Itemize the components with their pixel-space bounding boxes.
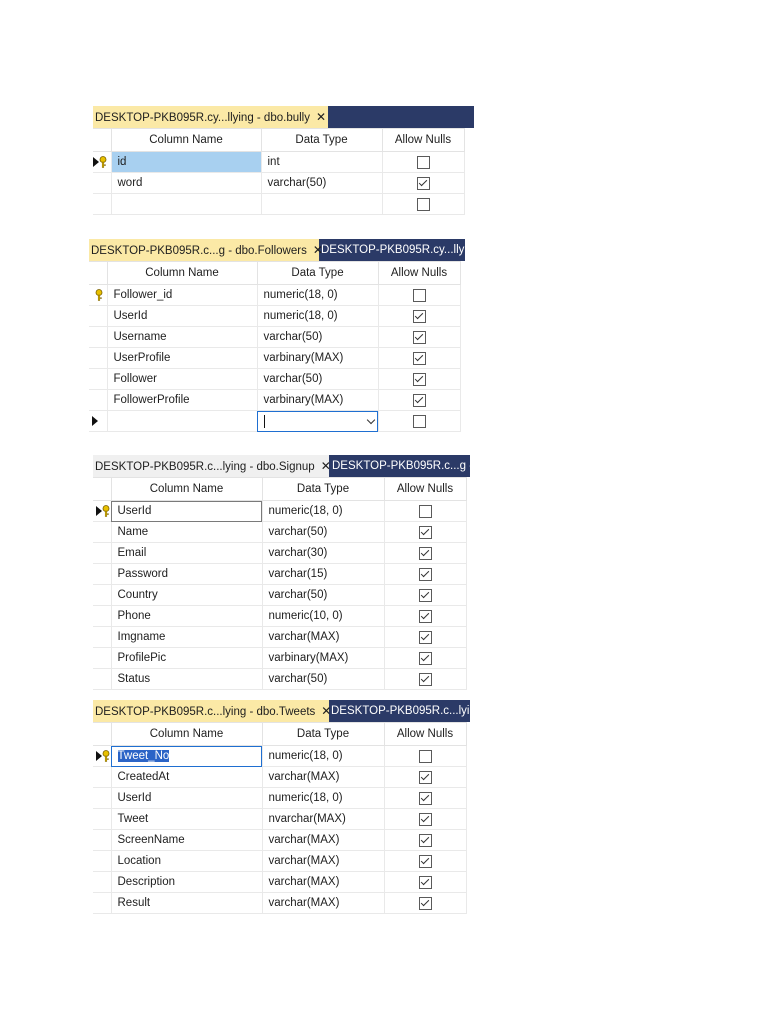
allow-nulls-checkbox[interactable]	[419, 589, 432, 602]
column-name-header: Column Name	[111, 129, 261, 152]
column-name-cell[interactable]: Name	[111, 522, 262, 543]
allow-nulls-cell	[382, 194, 464, 215]
data-type-cell[interactable]	[261, 194, 382, 215]
selected-text: Tweet_No	[117, 750, 170, 762]
table-row[interactable]	[93, 746, 466, 767]
column-name-cell[interactable]: Tweet	[111, 809, 262, 830]
column-name-cell[interactable]: word	[111, 173, 261, 194]
row-selector[interactable]	[93, 809, 111, 830]
row-selector-header	[93, 478, 111, 501]
data-type-cell[interactable]: varbinary(MAX)	[257, 390, 378, 411]
close-icon[interactable]: ✕	[312, 243, 323, 257]
allow-nulls-checkbox[interactable]	[419, 876, 432, 889]
column-name-cell[interactable]: ProfilePic	[111, 648, 262, 669]
row-selector[interactable]	[89, 285, 107, 306]
document-tab-bar	[93, 106, 474, 128]
row-selector[interactable]	[89, 411, 107, 432]
column-name-cell[interactable]: Username	[107, 327, 257, 348]
row-selector[interactable]	[93, 152, 111, 173]
data-type-cell[interactable]: varchar(MAX)	[262, 627, 384, 648]
table-designer-bully	[93, 106, 474, 215]
table-designer-followers	[89, 239, 480, 432]
table-row[interactable]	[93, 585, 466, 606]
table-row[interactable]	[93, 851, 466, 872]
table-row[interactable]	[93, 194, 464, 215]
table-row[interactable]	[89, 285, 460, 306]
tab-dbo-tweets[interactable]	[93, 700, 332, 722]
column-name-cell[interactable]: Description	[111, 872, 262, 893]
table-row[interactable]	[93, 627, 466, 648]
allow-nulls-cell	[378, 348, 460, 369]
allow-nulls-checkbox[interactable]	[413, 373, 426, 386]
allow-nulls-cell	[384, 893, 466, 914]
column-name-cell[interactable]: Status	[111, 669, 262, 690]
table-row[interactable]	[93, 543, 466, 564]
data-type-cell[interactable]: varbinary(MAX)	[257, 348, 378, 369]
table-row[interactable]	[93, 606, 466, 627]
column-name-cell[interactable]: id	[111, 152, 261, 173]
row-selector-header	[89, 262, 107, 285]
allow-nulls-checkbox[interactable]	[413, 415, 426, 428]
data-type-cell[interactable]: varchar(50)	[257, 369, 378, 390]
data-type-cell[interactable]: numeric(18, 0)	[257, 285, 378, 306]
row-selector[interactable]	[93, 648, 111, 669]
allow-nulls-checkbox[interactable]	[417, 156, 430, 169]
table-row[interactable]	[93, 872, 466, 893]
tab-label: DESKTOP-PKB095R.c...lying - dbo.Tweets	[95, 706, 316, 718]
table-row[interactable]	[89, 306, 460, 327]
column-name-cell[interactable]: Phone	[111, 606, 262, 627]
tab-dbo-bully-inactive[interactable]	[319, 239, 480, 261]
column-name-cell[interactable]	[107, 411, 257, 432]
allow-nulls-cell	[378, 411, 460, 432]
row-selector-header	[93, 129, 111, 152]
primary-key-icon	[98, 156, 108, 168]
table-row[interactable]	[93, 767, 466, 788]
column-name-cell[interactable]: UserId	[107, 306, 257, 327]
table-row[interactable]	[89, 348, 460, 369]
allow-nulls-cell	[384, 830, 466, 851]
column-name-cell[interactable]: UserId	[111, 501, 262, 522]
row-selector[interactable]	[93, 872, 111, 893]
allow-nulls-checkbox[interactable]	[413, 331, 426, 344]
allow-nulls-checkbox[interactable]	[419, 631, 432, 644]
tab-label: DESKTOP-PKB095R.cy...llying - dbo.bully	[95, 112, 310, 124]
column-grid	[93, 722, 467, 914]
data-type-cell[interactable]: varchar(50)	[261, 173, 382, 194]
allow-nulls-checkbox[interactable]	[419, 547, 432, 560]
table-row[interactable]	[93, 522, 466, 543]
row-selector[interactable]	[93, 851, 111, 872]
allow-nulls-header: Allow Nulls	[384, 723, 466, 746]
row-selector[interactable]	[93, 767, 111, 788]
table-row[interactable]	[93, 893, 466, 914]
allow-nulls-checkbox[interactable]	[419, 792, 432, 805]
data-type-cell[interactable]: numeric(10, 0)	[262, 606, 384, 627]
allow-nulls-cell	[382, 173, 464, 194]
allow-nulls-checkbox[interactable]	[419, 834, 432, 847]
column-name-cell[interactable]: FollowerProfile	[107, 390, 257, 411]
table-designer-signup	[93, 455, 483, 690]
allow-nulls-checkbox[interactable]	[419, 526, 432, 539]
allow-nulls-checkbox[interactable]	[417, 177, 430, 190]
tab-label: DESKTOP-PKB095R.c...g - dbo.Followers	[91, 245, 307, 257]
tab-dbo-signup-inactive[interactable]	[329, 700, 483, 722]
data-type-cell[interactable]: varchar(MAX)	[262, 851, 384, 872]
data-type-cell[interactable]: varchar(50)	[262, 522, 384, 543]
data-type-cell[interactable]: varchar(MAX)	[262, 830, 384, 851]
allow-nulls-checkbox[interactable]	[413, 394, 426, 407]
primary-key-icon	[101, 505, 111, 517]
allow-nulls-checkbox[interactable]	[419, 610, 432, 623]
allow-nulls-cell	[384, 788, 466, 809]
row-selector[interactable]	[89, 369, 107, 390]
document-tab-bar	[93, 455, 483, 477]
grid-header-row	[93, 478, 466, 501]
allow-nulls-cell	[382, 152, 464, 173]
allow-nulls-cell	[384, 767, 466, 788]
table-row[interactable]	[93, 788, 466, 809]
row-selector[interactable]	[93, 194, 111, 215]
row-selector[interactable]	[93, 522, 111, 543]
column-name-cell[interactable]: Password	[111, 564, 262, 585]
row-selector[interactable]	[89, 306, 107, 327]
column-name-header: Column Name	[111, 723, 262, 746]
data-type-cell[interactable]: int	[261, 152, 382, 173]
data-type-cell[interactable]: numeric(18, 0)	[257, 306, 378, 327]
allow-nulls-cell	[378, 285, 460, 306]
table-row[interactable]	[93, 669, 466, 690]
column-name-cell[interactable]: UserProfile	[107, 348, 257, 369]
row-selector[interactable]	[93, 501, 111, 522]
column-grid	[93, 477, 467, 690]
data-type-cell[interactable]: numeric(18, 0)	[262, 501, 384, 522]
row-selector[interactable]	[93, 627, 111, 648]
data-type-cell[interactable]: varchar(50)	[257, 327, 378, 348]
primary-key-icon	[94, 289, 104, 301]
allow-nulls-checkbox[interactable]	[419, 652, 432, 665]
close-icon[interactable]: ✕	[320, 459, 331, 473]
allow-nulls-checkbox[interactable]	[417, 198, 430, 211]
tab-label: DESKTOP-PKB095R.c...lying - dbo.Signup	[95, 461, 315, 473]
close-icon[interactable]: ✕	[315, 110, 327, 124]
column-name-cell[interactable]: Email	[111, 543, 262, 564]
allow-nulls-cell	[378, 369, 460, 390]
data-type-cell[interactable]: varchar(MAX)	[262, 893, 384, 914]
column-name-cell[interactable]: Imgname	[111, 627, 262, 648]
allow-nulls-cell	[384, 648, 466, 669]
tab-label: DESKTOP-PKB095R.c...g - d	[332, 460, 483, 472]
column-name-cell[interactable]: Location	[111, 851, 262, 872]
data-type-header: Data Type	[261, 129, 382, 152]
data-type-cell[interactable]: nvarchar(MAX)	[262, 809, 384, 830]
column-grid	[89, 261, 461, 432]
allow-nulls-cell	[378, 390, 460, 411]
allow-nulls-cell	[378, 306, 460, 327]
column-grid	[93, 128, 465, 215]
allow-nulls-checkbox[interactable]	[419, 750, 432, 763]
table-row[interactable]	[93, 648, 466, 669]
column-name-cell[interactable]: ScreenName	[111, 830, 262, 851]
column-name-cell[interactable]: Result	[111, 893, 262, 914]
allow-nulls-checkbox[interactable]	[413, 310, 426, 323]
allow-nulls-checkbox[interactable]	[419, 771, 432, 784]
data-type-header: Data Type	[262, 723, 384, 746]
table-row[interactable]	[89, 390, 460, 411]
allow-nulls-cell	[384, 606, 466, 627]
table-row[interactable]	[93, 809, 466, 830]
grid-header-row	[93, 129, 464, 152]
table-designer-tweets	[93, 700, 483, 914]
table-row[interactable]	[89, 369, 460, 390]
allow-nulls-cell	[384, 669, 466, 690]
allow-nulls-cell	[384, 872, 466, 893]
chevron-down-icon[interactable]	[366, 416, 374, 424]
column-name-cell[interactable]	[111, 194, 261, 215]
allow-nulls-cell	[384, 851, 466, 872]
document-tab-bar	[93, 700, 483, 722]
data-type-cell[interactable]: varchar(30)	[262, 543, 384, 564]
text-caret	[264, 415, 265, 428]
column-name-cell[interactable]: Follower_id	[107, 285, 257, 306]
data-type-dropdown[interactable]	[257, 411, 378, 432]
tab-dbo-followers-inactive[interactable]	[330, 455, 483, 477]
column-name-cell[interactable]: Follower	[107, 369, 257, 390]
data-type-cell[interactable]: numeric(18, 0)	[262, 746, 384, 767]
data-type-cell[interactable]: varchar(50)	[262, 669, 384, 690]
row-selector-header	[93, 723, 111, 746]
table-row[interactable]	[93, 830, 466, 851]
data-type-cell[interactable]: varchar(50)	[262, 585, 384, 606]
allow-nulls-checkbox[interactable]	[419, 813, 432, 826]
allow-nulls-cell	[378, 327, 460, 348]
allow-nulls-cell	[384, 627, 466, 648]
allow-nulls-checkbox[interactable]	[419, 568, 432, 581]
grid-header-row	[89, 262, 460, 285]
document-tab-bar	[89, 239, 480, 261]
row-selector[interactable]	[93, 564, 111, 585]
row-selector[interactable]	[89, 348, 107, 369]
allow-nulls-cell	[384, 585, 466, 606]
row-selector[interactable]	[93, 746, 111, 767]
row-selector[interactable]	[93, 173, 111, 194]
column-name-cell[interactable]: CreatedAt	[111, 767, 262, 788]
tab-label: DESKTOP-PKB095R.cy...llying	[321, 244, 480, 256]
data-type-cell[interactable]: varchar(MAX)	[262, 872, 384, 893]
tab-dbo-signup[interactable]	[93, 455, 329, 477]
data-type-header: Data Type	[262, 478, 384, 501]
grid-header-row	[93, 723, 466, 746]
allow-nulls-cell	[384, 746, 466, 767]
allow-nulls-checkbox[interactable]	[413, 289, 426, 302]
allow-nulls-cell	[384, 564, 466, 585]
row-selector[interactable]	[93, 893, 111, 914]
table-row[interactable]	[93, 173, 464, 194]
row-selector[interactable]	[93, 788, 111, 809]
allow-nulls-cell	[384, 809, 466, 830]
row-selector[interactable]	[93, 543, 111, 564]
column-name-cell[interactable]: Country	[111, 585, 262, 606]
allow-nulls-header: Allow Nulls	[384, 478, 466, 501]
column-name-input[interactable]	[111, 746, 262, 767]
allow-nulls-cell	[384, 543, 466, 564]
current-row-arrow-icon	[92, 416, 98, 426]
column-name-header: Column Name	[111, 478, 262, 501]
allow-nulls-checkbox[interactable]	[413, 352, 426, 365]
allow-nulls-header: Allow Nulls	[382, 129, 464, 152]
column-name-header: Column Name	[107, 262, 257, 285]
allow-nulls-cell	[384, 501, 466, 522]
row-selector[interactable]	[93, 585, 111, 606]
table-row[interactable]	[93, 501, 466, 522]
allow-nulls-checkbox[interactable]	[419, 673, 432, 686]
allow-nulls-cell	[384, 522, 466, 543]
data-type-cell[interactable]: numeric(18, 0)	[262, 788, 384, 809]
allow-nulls-checkbox[interactable]	[419, 505, 432, 518]
data-type-cell[interactable]: varchar(15)	[262, 564, 384, 585]
column-name-cell[interactable]: UserId	[111, 788, 262, 809]
allow-nulls-header: Allow Nulls	[378, 262, 460, 285]
row-selector[interactable]	[93, 669, 111, 690]
data-type-header: Data Type	[257, 262, 378, 285]
row-selector[interactable]	[89, 327, 107, 348]
table-row[interactable]	[89, 411, 460, 432]
table-row[interactable]	[93, 564, 466, 585]
data-type-cell[interactable]: varbinary(MAX)	[262, 648, 384, 669]
table-row[interactable]	[93, 152, 464, 173]
table-row[interactable]	[89, 327, 460, 348]
tab-dbo-bully[interactable]	[93, 106, 328, 128]
tab-label: DESKTOP-PKB095R.c...lying	[331, 705, 483, 717]
row-selector[interactable]	[93, 606, 111, 627]
row-selector[interactable]	[89, 390, 107, 411]
tab-dbo-followers[interactable]	[89, 239, 323, 261]
row-selector[interactable]	[93, 830, 111, 851]
data-type-cell[interactable]: varchar(MAX)	[262, 767, 384, 788]
allow-nulls-checkbox[interactable]	[419, 897, 432, 910]
primary-key-icon	[101, 750, 111, 762]
allow-nulls-checkbox[interactable]	[419, 855, 432, 868]
close-icon[interactable]: ✕	[321, 704, 332, 718]
